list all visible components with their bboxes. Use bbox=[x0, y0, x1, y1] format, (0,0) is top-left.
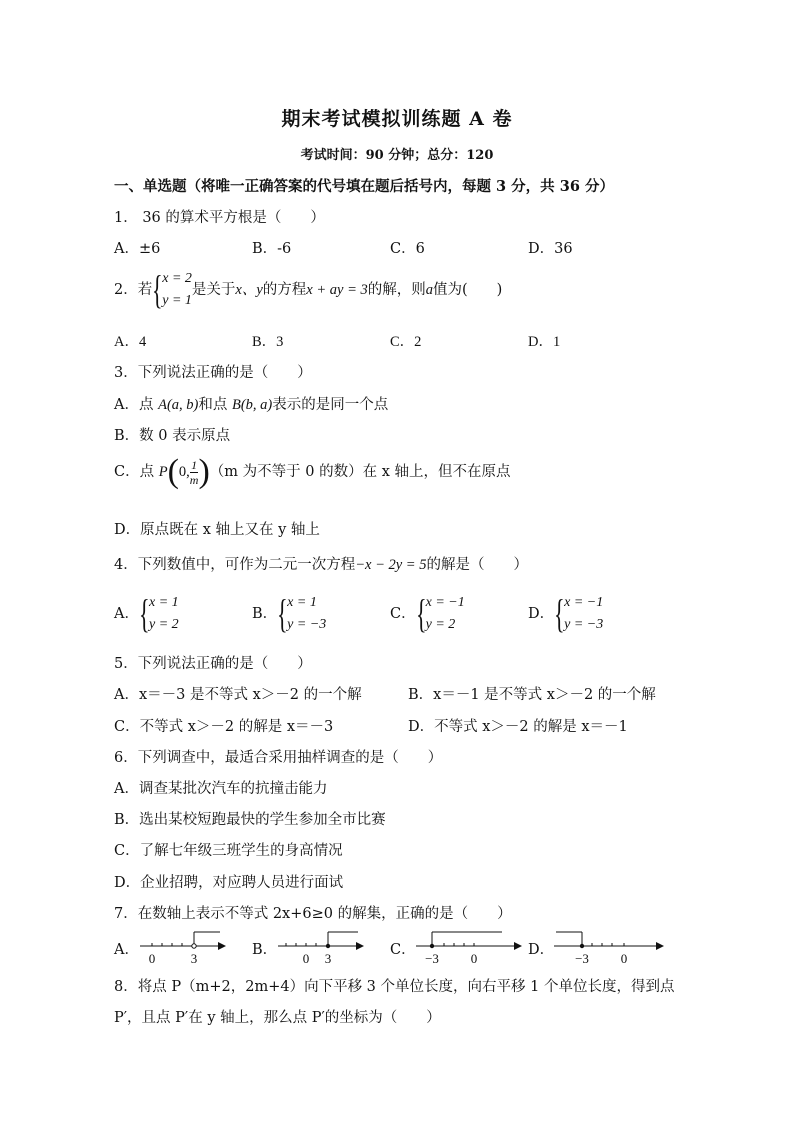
q4-option-a bbox=[114, 592, 179, 636]
page-subtitle: 考试时间：90 分钟；总分：120 bbox=[300, 148, 494, 163]
q4-equation: −x − 2y = 5 bbox=[355, 557, 427, 573]
fraction-numerator: 1 bbox=[191, 457, 198, 472]
q4-a-eq2: y = 2 bbox=[148, 617, 179, 632]
q4-b-eq1: x = 1 bbox=[287, 595, 317, 610]
q7-option-b-numberline bbox=[276, 926, 366, 966]
q5-stem: 5．下列说法正确的是（ ） bbox=[114, 656, 312, 672]
section-heading: 一、单选题（将唯一正确答案的代号填在题后括号内，每题 3 分，共 36 分） bbox=[114, 178, 614, 195]
q2-number: 2．若 bbox=[114, 282, 153, 298]
q3-option-c bbox=[114, 455, 510, 489]
q7-option-a-label: A． bbox=[114, 942, 139, 958]
brace-symbol: { bbox=[152, 267, 163, 312]
q1-option-a: A．±6 bbox=[114, 241, 161, 257]
q3-a-point2: B(b, a) bbox=[231, 397, 273, 413]
q2-eq2: y = 1 bbox=[162, 293, 192, 308]
q2-text-2: 的方程 bbox=[262, 282, 307, 298]
q7-option-a-numberline bbox=[138, 926, 228, 966]
q3-option-a bbox=[114, 393, 388, 414]
q7-option-c-label: C． bbox=[390, 942, 416, 958]
q2-tail: 值为( ) bbox=[432, 282, 503, 298]
q4-a-system bbox=[139, 592, 179, 636]
q6-option-c: C．了解七年级三班学生的身高情况 bbox=[114, 843, 343, 859]
q8-line1: 8．将点 P（m+2，2m+4）向下平移 3 个单位长度，向右平移 1 个单位长度，得到点 bbox=[114, 979, 675, 995]
q2-option-c: C．2 bbox=[390, 334, 422, 350]
q3-option-d: D．原点既在 x 轴上又在 y 轴上 bbox=[114, 522, 320, 538]
q4-d-label: D． bbox=[528, 606, 555, 622]
tick-label: 3 bbox=[190, 951, 198, 966]
paren-right: ) bbox=[198, 453, 210, 490]
axis-arrow bbox=[218, 942, 226, 950]
q2-eq1: x = 2 bbox=[162, 271, 192, 286]
q4-b-eq2: y = −3 bbox=[287, 617, 327, 632]
q3-a-point1: A(a, b) bbox=[158, 397, 199, 413]
brace-symbol: { bbox=[277, 591, 288, 636]
q6-option-b: B．选出某校短跑最快的学生参加全市比赛 bbox=[114, 812, 386, 828]
tick-label: −3 bbox=[425, 951, 439, 966]
tick-label: −3 bbox=[575, 951, 589, 966]
q6-option-d: D．企业招聘，对应聘人员进行面试 bbox=[114, 875, 344, 891]
q2-stem bbox=[114, 268, 502, 312]
q4-a-eq1: x = 1 bbox=[148, 595, 179, 610]
q4-stem-post: 的解是（ ） bbox=[426, 557, 528, 573]
q7-option-c-numberline bbox=[414, 926, 524, 966]
q2-vars: x、y bbox=[235, 282, 263, 298]
closed-dot bbox=[580, 944, 584, 948]
q4-b-system bbox=[277, 592, 326, 636]
q1-option-d: D．36 bbox=[528, 241, 573, 257]
q4-c-eq2: y = 2 bbox=[425, 617, 456, 632]
tick-label: 0 bbox=[620, 951, 628, 966]
q2-option-d: D．1 bbox=[528, 334, 561, 350]
q3-c-post: （m 为不等于 0 的数）在 x 轴上，但不在原点 bbox=[209, 464, 511, 480]
axis-arrow bbox=[356, 942, 364, 950]
brace-symbol: { bbox=[138, 591, 150, 636]
q4-option-d bbox=[528, 592, 603, 636]
q3-c-point: P bbox=[158, 464, 168, 480]
q3-a-pre: A．点 bbox=[114, 397, 159, 413]
q6-option-a: A．调查某批次汽车的抗撞击能力 bbox=[114, 781, 328, 797]
q2-text-1: 是关于 bbox=[191, 282, 236, 298]
q2-equation: x + ay = 3 bbox=[306, 282, 368, 298]
q7-option-d-label: D． bbox=[528, 942, 555, 958]
tick-label: 0 bbox=[302, 951, 310, 966]
q4-d-eq2: y = −3 bbox=[564, 617, 604, 632]
q4-c-label: C． bbox=[390, 606, 416, 622]
q8-line2: P′，且点 P′在 y 轴上，那么点 P′的坐标为（ ） bbox=[114, 1010, 441, 1026]
closed-dot bbox=[326, 944, 330, 948]
q7-stem: 7．在数轴上表示不等式 2x+6≥0 的解集，正确的是（ ） bbox=[114, 906, 512, 922]
q2-option-a: A．4 bbox=[114, 334, 147, 350]
q5-option-b: B．x＝－1 是不等式 x＞－2 的一个解 bbox=[408, 687, 656, 703]
q1-option-b: B．-6 bbox=[252, 241, 292, 257]
tick-label: 0 bbox=[148, 951, 156, 966]
q4-stem bbox=[114, 553, 528, 574]
open-dot bbox=[192, 944, 196, 948]
q2-a: a bbox=[425, 282, 433, 298]
page-title: 期末考试模拟训练题 A 卷 bbox=[281, 108, 513, 130]
q1-option-c: C．6 bbox=[390, 241, 425, 257]
brace-symbol: { bbox=[554, 591, 565, 636]
q5-option-c: C．不等式 x＞－2 的解是 x＝－3 bbox=[114, 719, 334, 735]
q5-option-a: A．x＝－3 是不等式 x＞－2 的一个解 bbox=[114, 687, 362, 703]
q6-stem: 6．下列调查中，最适合采用抽样调查的是（ ） bbox=[114, 750, 443, 766]
q7-option-d-numberline bbox=[552, 926, 670, 966]
q4-option-c bbox=[390, 592, 465, 636]
q4-b-label: B． bbox=[252, 606, 278, 622]
axis-arrow bbox=[656, 942, 664, 950]
q3-a-post: 表示的是同一个点 bbox=[272, 397, 389, 413]
q4-c-eq1: x = −1 bbox=[425, 595, 465, 610]
q2-system bbox=[152, 268, 192, 312]
q5-option-d: D．不等式 x＞－2 的解是 x＝－1 bbox=[408, 719, 628, 735]
q4-stem-pre: 4．下列数值中，可作为二元一次方程 bbox=[114, 557, 356, 573]
fraction-denominator: m bbox=[189, 472, 199, 487]
q4-c-system bbox=[416, 592, 465, 636]
brace-symbol: { bbox=[415, 591, 427, 636]
q4-d-eq1: x = −1 bbox=[564, 595, 604, 610]
q7-option-b-label: B． bbox=[252, 942, 278, 958]
closed-dot bbox=[430, 944, 434, 948]
q3-a-mid: 和点 bbox=[198, 397, 232, 413]
q4-a-label: A． bbox=[114, 606, 139, 622]
q3-option-b: B．数 0 表示原点 bbox=[114, 428, 231, 444]
q2-option-b: B．3 bbox=[252, 334, 284, 350]
q3-c-pre: C．点 bbox=[114, 464, 159, 480]
q1-stem: 1． 36 的算术平方根是（ ） bbox=[114, 210, 325, 226]
q3-stem: 3．下列说法正确的是（ ） bbox=[114, 365, 312, 381]
q2-text-3: 的解，则 bbox=[367, 282, 426, 298]
q3-c-zero: 0, bbox=[178, 464, 190, 480]
q4-d-system bbox=[554, 592, 603, 636]
tick-label: 3 bbox=[324, 951, 332, 966]
axis-arrow bbox=[514, 942, 522, 950]
tick-label: 0 bbox=[470, 951, 478, 966]
q4-option-b bbox=[252, 592, 326, 636]
paren-left: ( bbox=[167, 453, 179, 490]
